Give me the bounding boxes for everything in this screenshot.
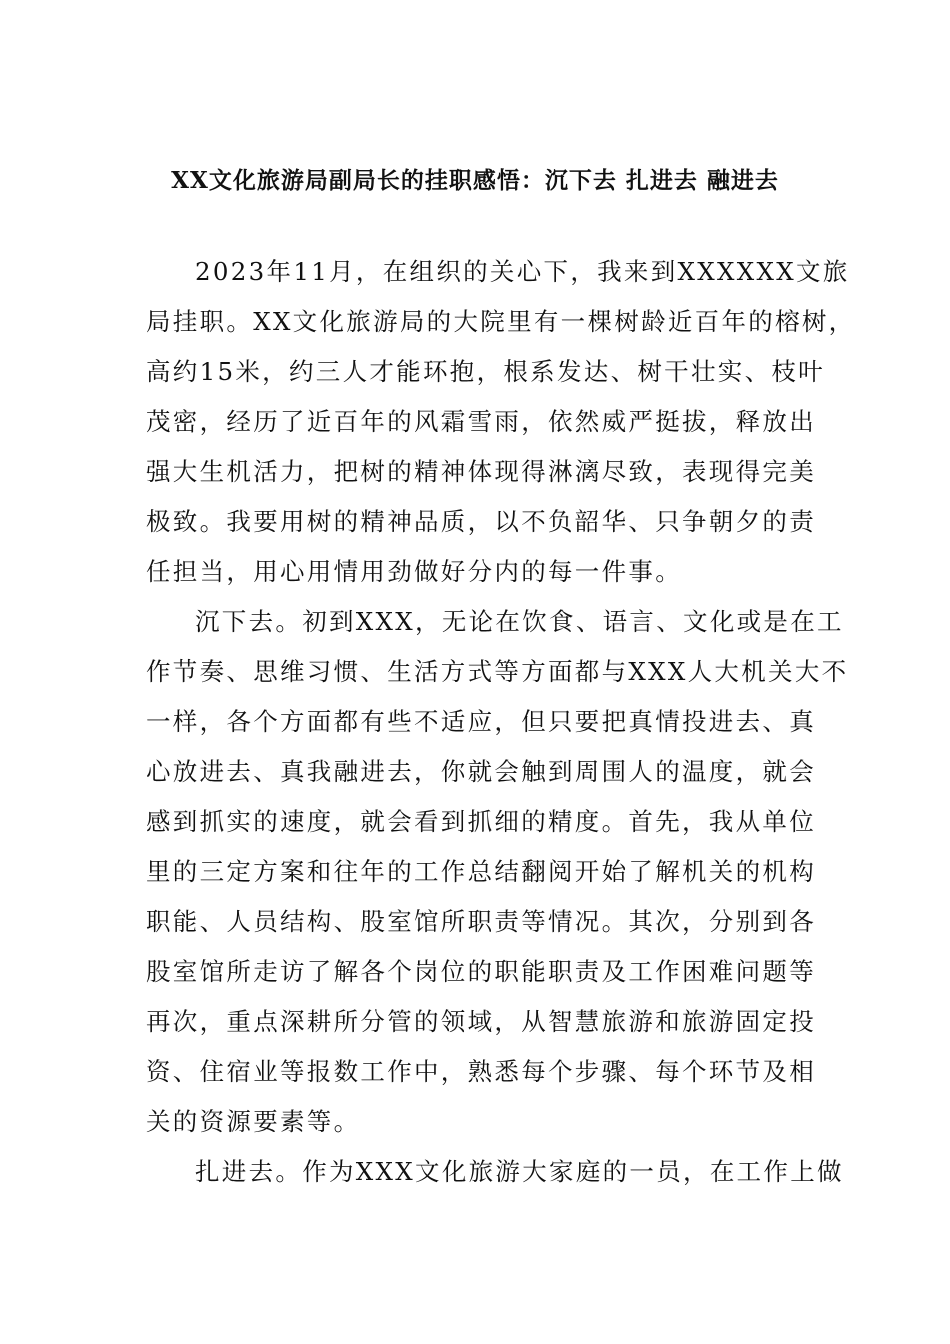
- paragraph-line: 局挂职。XX文化旅游局的大院里有一棵树龄近百年的榕树，: [146, 307, 856, 336]
- paragraph-line: 再次，重点深耕所分管的领域，从智慧旅游和旅游固定投: [146, 1007, 816, 1036]
- paragraph-line: 一样，各个方面都有些不适应，但只要把真情投进去、真: [146, 707, 816, 736]
- paragraph-line: 里的三定方案和往年的工作总结翻阅开始了解机关的机构: [146, 857, 816, 886]
- paragraph-line: 任担当，用心用情用劲做好分内的每一件事。: [146, 557, 682, 586]
- paragraph-line: 高约15米，约三人才能环抱，根系发达、树干壮实、枝叶: [146, 357, 825, 386]
- paragraph-line: 资、住宿业等报数工作中，熟悉每个步骤、每个环节及相: [146, 1057, 816, 1086]
- paragraph-line: 2023年11月，在组织的关心下，我来到XXXXXX文旅: [195, 257, 850, 286]
- paragraph-line: 心放进去、真我融进去，你就会触到周围人的温度，就会: [146, 757, 816, 786]
- paragraph-line: 沉下去。初到XXX，无论在饮食、语言、文化或是在工: [195, 607, 844, 636]
- document-title: XX文化旅游局副局长的挂职感悟：沉下去 扎进去 融进去: [171, 167, 779, 194]
- paragraph-line: 感到抓实的速度，就会看到抓细的精度。首先，我从单位: [146, 807, 816, 836]
- document-body: [146, 247, 856, 1197]
- paragraph-line: 关的资源要素等。: [146, 1107, 361, 1136]
- paragraph-line: 职能、人员结构、股室馆所职责等情况。其次，分别到各: [146, 907, 816, 936]
- paragraph-line: 茂密，经历了近百年的风霜雪雨，依然威严挺拔，释放出: [146, 407, 816, 436]
- paragraph-line: 强大生机活力，把树的精神体现得淋漓尽致，表现得完美: [146, 457, 816, 486]
- paragraph-line: 股室馆所走访了解各个岗位的职能职责及工作困难问题等: [146, 957, 816, 986]
- paragraph-line: 极致。我要用树的精神品质，以不负韶华、只争朝夕的责: [146, 507, 816, 536]
- paragraph-line: 扎进去。作为XXX文化旅游大家庭的一员，在工作上做: [195, 1157, 844, 1186]
- paragraph-line: 作节奏、思维习惯、生活方式等方面都与XXX人大机关大不: [146, 657, 849, 686]
